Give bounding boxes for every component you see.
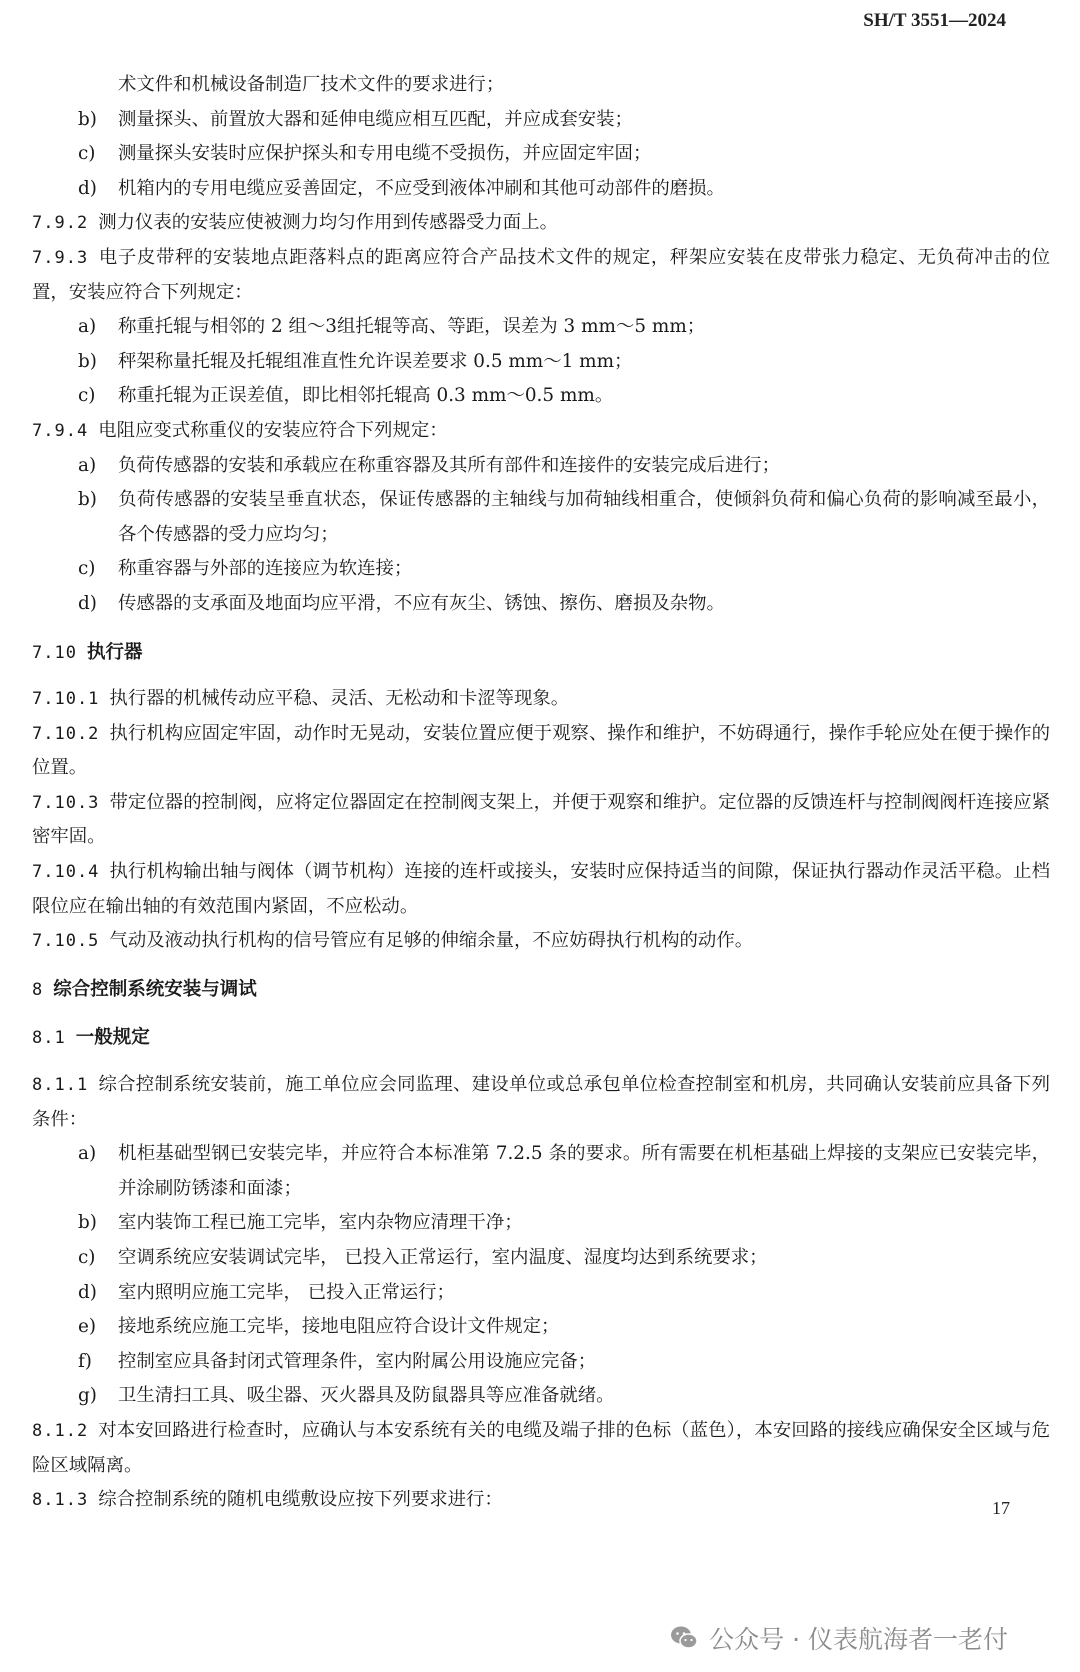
list-item [32,345,1050,380]
list-label: d) [78,1281,97,1303]
list-item [32,1206,1050,1241]
list-item [32,483,1050,552]
section-title: 一般规定 [75,1027,150,1049]
clause-text: 电子皮带秤的安装地点距落料点的距离应符合产品技术文件的规定，秤架应安装在皮带张力稳定、无负荷冲击的位置，安装应符合下列规定： [32,246,1050,303]
list-label: a) [78,316,97,338]
list-item [32,172,1050,207]
list-label: c) [78,558,96,580]
clause-number: 7.10.2 [32,723,100,744]
clause-text: 对本安回路进行检查时，应确认与本安系统有关的电缆及端子排的色标（蓝色），本安回路的接线应确保安全区域与危险区域隔离。 [32,1419,1050,1476]
list-item [32,310,1050,345]
list-label: d) [78,177,97,199]
clause-paragraph [32,924,1050,959]
clause-text: 执行机构输出轴与阀体（调节机构）连接的连杆或接头，安装时应保持适当的间隙，保证执行器动作灵活平稳。止档限位应在输出轴的有效范围内紧固，不应松动。 [32,861,1050,917]
list-label: e) [78,1316,97,1338]
clause-paragraph [32,717,1050,786]
doc-id: SH/T 3551—2024 [863,10,1006,31]
section-title: 综合控制系统安装与调试 [53,978,257,1000]
list-item [32,1310,1050,1345]
wechat-icon [669,1623,699,1653]
body-text [32,68,1050,1518]
list-item [32,587,1050,622]
list-item [32,1345,1050,1380]
list-text: 控制室应具备封闭式管理条件，室内附属公用设施应完备； [118,1350,597,1372]
clause-paragraph [32,206,1050,241]
list-text: 机柜基础型钢已安装完毕，并应符合本标准第 7.2.5 条的要求。所有需要在机柜基础上焊接的支架应已安装完毕，并涂刷防锈漆和面漆； [118,1143,1050,1199]
clause-number: 7.9.4 [32,420,89,441]
clause-number: 7.10.1 [32,689,100,710]
clause-number: 7.10.4 [32,862,100,883]
list-text: 测量探头安装时应保护探头和专用电缆不受损伤，并应固定牢固； [118,143,652,165]
list-label: d) [78,592,97,614]
list-text: 负荷传感器的安装呈垂直状态，保证传感器的主轴线与加荷轴线相重合，使倾斜负荷和偏心负荷的影响减至最小，各个传感器的受力应均匀； [118,489,1050,545]
section-heading [32,636,1050,671]
list-item [32,449,1050,484]
section-heading [32,1021,1050,1056]
list-label: b) [78,1212,97,1234]
clause-paragraph [32,414,1050,449]
list-text: 接地系统应施工完毕，接地电阻应符合设计文件规定； [118,1316,560,1338]
list-text: 室内装饰工程已施工完毕，室内杂物应清理干净； [118,1212,523,1234]
page-number: 17 [992,1498,1010,1518]
clause-number: 8.1.2 [32,1420,89,1441]
watermark [669,1620,1008,1656]
list-text: 空调系统应安装调试完毕， 已投入正常运行，室内温度、湿度均达到系统要求； [118,1247,768,1268]
list-item [32,103,1050,138]
clause-text: 执行器的机械传动应平稳、灵活、无松动和卡涩等现象。 [109,688,570,710]
clause-paragraph [32,241,1050,310]
list-item [32,1241,1050,1276]
section-number: 8.1 [32,1028,66,1049]
list-label: c) [78,385,96,407]
list-item [32,379,1050,414]
watermark-text: 公众号 · 仪表航海者一老付 [709,1625,1008,1654]
list-text: 卫生清扫工具、吸尘器、灭火器具及防鼠器具等应准备就绪。 [118,1385,615,1407]
continuation-text: 术文件和机械设备制造厂技术文件的要求进行； [118,74,505,95]
list-label: b) [78,108,97,130]
list-label: c) [78,143,96,165]
list-text: 负荷传感器的安装和承载应在称重容器及其所有部件和连接件的安装完成后进行； [118,454,781,476]
section-number: 8 [32,979,44,1000]
list-item [32,1276,1050,1311]
clause-paragraph [32,855,1050,924]
section-number: 7.10 [32,642,77,663]
clause-text: 带定位器的控制阀，应将定位器固定在控制阀支架上，并便于观察和维护。定位器的反馈连杆与控制阀阀杆连接应紧密牢固。 [32,791,1050,848]
clause-number: 8.1.3 [32,1490,89,1511]
clause-text: 测力仪表的安装应使被测力均匀作用到传感器受力面上。 [98,212,558,234]
clause-number: 8.1.1 [32,1075,89,1096]
list-text: 传感器的支承面及地面均应平滑，不应有灰尘、锈蚀、擦伤、磨损及杂物。 [118,592,725,614]
list-item [32,137,1050,172]
list-label: a) [78,1143,97,1165]
list-text: 测量探头、前置放大器和延伸电缆应相互匹配，并应成套安装； [118,108,633,130]
list-item [32,1379,1050,1414]
clause-paragraph [32,1068,1050,1137]
list-text: 称重托辊为正误差值，即比相邻托辊高 0.3 mm～0.5 mm。 [118,385,614,407]
clause-text: 综合控制系统安装前，施工单位应会同监理、建设单位或总承包单位检查控制室和机房，共同确认安装前应具备下列条件： [32,1074,1050,1130]
list-text: 称重容器与外部的连接应为软连接； [118,558,413,580]
clause-number: 7.9.2 [32,213,89,234]
clause-paragraph [32,786,1050,855]
clause-number: 7.10.5 [32,931,100,952]
section-title: 执行器 [86,641,143,663]
clause-paragraph [32,1483,1050,1518]
list-text: 秤架称量托辊及托辊组准直性允许误差要求 0.5 mm～1 mm； [118,350,633,372]
clause-text: 电阻应变式称重仪的安装应符合下列规定： [98,419,448,441]
list-label: a) [78,454,97,476]
list-label: b) [78,489,97,511]
clause-number: 7.10.3 [32,792,100,813]
clause-paragraph [32,682,1050,717]
list-item [32,552,1050,587]
section-heading [32,973,1050,1008]
clause-text: 气动及液动执行机构的信号管应有足够的伸缩余量，不应妨碍执行机构的动作。 [109,930,754,952]
clause-paragraph [32,1414,1050,1483]
list-label: b) [78,350,97,372]
clause-text: 综合控制系统的随机电缆敷设应按下列要求进行： [98,1489,503,1511]
clause-text: 执行机构应固定牢固，动作时无晃动，安装位置应便于观察、操作和维护，不妨碍通行，操作手轮应处在便于操作的位置。 [32,722,1050,779]
list-label: c) [78,1247,96,1268]
list-text: 室内照明应施工完毕， 已投入正常运行； [118,1281,455,1303]
list-text: 机箱内的专用电缆应妥善固定，不应受到液体冲刷和其他可动部件的磨损。 [118,177,725,199]
clause-number: 7.9.3 [32,247,89,268]
list-label: g) [78,1385,97,1407]
list-text: 称重托辊与相邻的 2 组～3组托辊等高、等距，误差为 3 mm～5 mm； [118,316,706,338]
list-item [32,1137,1050,1206]
list-label: f) [78,1350,92,1372]
